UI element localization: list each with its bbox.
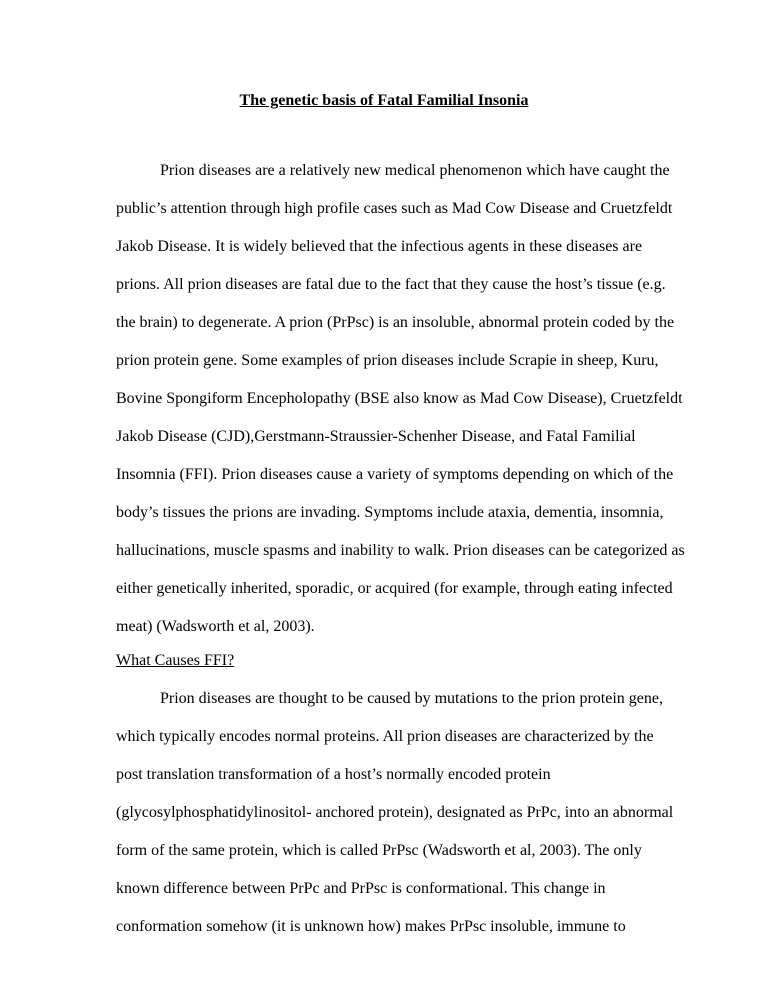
paragraph1-line-2: public’s attention through high profile cases such as Mad Cow Disease and Cruetzfeldt [116,200,673,217]
document-title: The genetic basis of Fatal Familial Insonia [239,92,529,109]
paragraph1-line-1: Prion diseases are a relatively new medical phenomenon which have caught the [160,162,670,179]
paragraph1-line-9: Insomnia (FFI). Prion diseases cause a variety of symptoms depending on which of the [116,466,674,483]
paragraph1-line-4: prions. All prion diseases are fatal due to the fact that they cause the host’s tissue (e.g. [116,276,666,293]
paragraph1-line-12: either genetically inherited, sporadic, or acquired (for example, through eating infected [116,580,673,597]
paragraph2-line-5: form of the same protein, which is called PrPsc (Wadsworth et al, 2003). The only [116,842,642,859]
paragraph1-line-10: body’s tissues the prions are invading. Symptoms include ataxia, dementia, insomnia, [116,504,664,521]
paragraph2-line-3: post translation transformation of a host’s normally encoded protein [116,766,551,783]
paragraph2-line-7: conformation somehow (it is unknown how) makes PrPsc insoluble, immune to [116,918,626,935]
paragraph1-line-8: Jakob Disease (CJD),Gerstmann-Straussier-Schenher Disease, and Fatal Familial [116,428,636,445]
paragraph1-line-6: prion protein gene. Some examples of prion diseases include Scrapie in sheep, Kuru, [116,352,659,369]
paragraph1-line-7: Bovine Spongiform Encepholopathy (BSE also know as Mad Cow Disease), Cruetzfeldt [116,390,683,407]
paragraph2-line-4: (glycosylphosphatidylinositol- anchored protein), designated as PrPc, into an abnormal [116,804,674,821]
section-heading: What Causes FFI? [116,652,235,669]
paragraph1-line-13: meat) (Wadsworth et al, 2003). [116,618,315,635]
paragraph2-line-1: Prion diseases are thought to be caused by mutations to the prion protein gene, [160,690,663,707]
paragraph2-line-2: which typically encodes normal proteins. All prion diseases are characterized by the [116,728,654,745]
paragraph1-line-3: Jakob Disease. It is widely believed that the infectious agents in these diseases are [116,238,643,255]
paragraph1-line-5: the brain) to degenerate. A prion (PrPsc) is an insoluble, abnormal protein coded by the [116,314,675,331]
paragraph2-line-6: known difference between PrPc and PrPsc is conformational. This change in [116,880,606,897]
paragraph1-line-11: hallucinations, muscle spasms and inability to walk. Prion diseases can be categorized as [116,542,685,559]
